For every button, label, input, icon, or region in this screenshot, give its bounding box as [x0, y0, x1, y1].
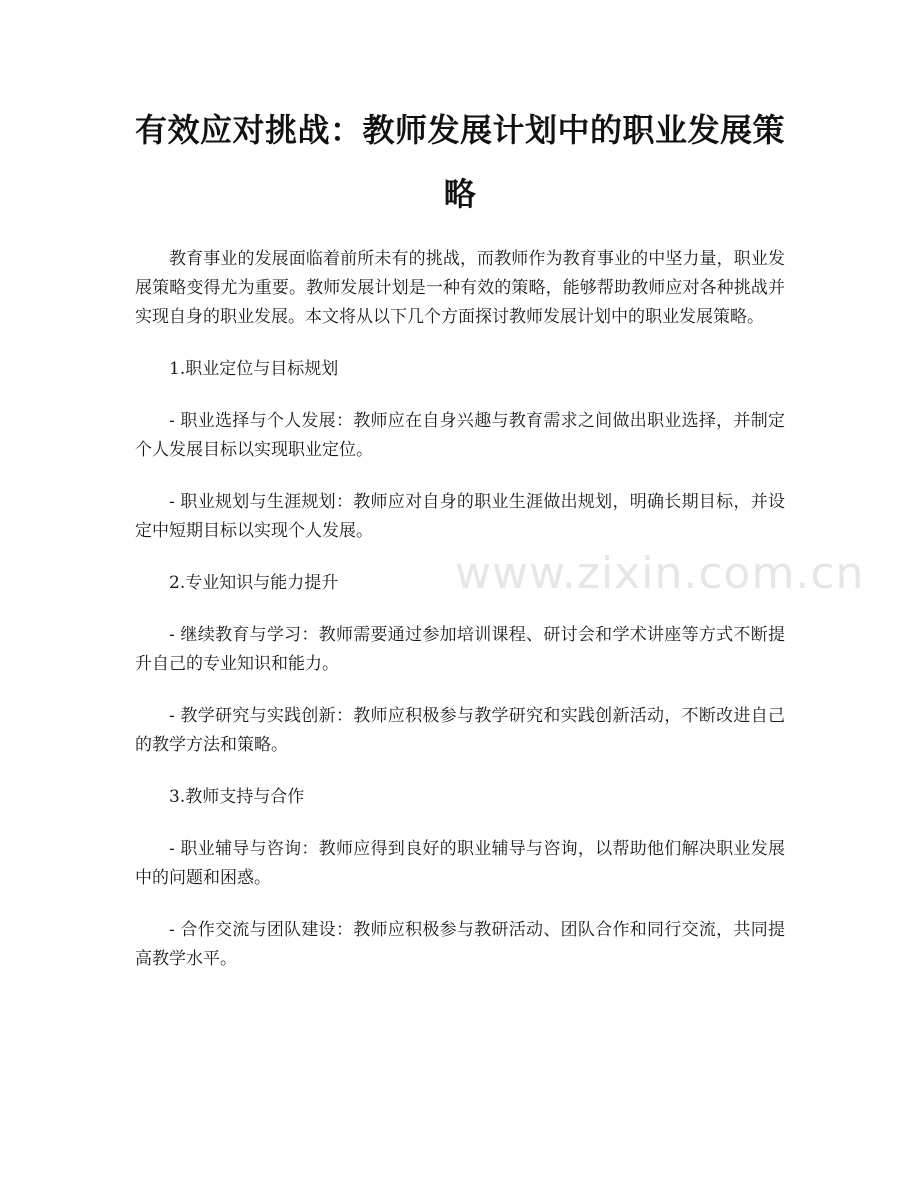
section-heading-1: 1.职业定位与目标规划: [169, 359, 339, 379]
list-item: - 合作交流与团队建设：教师应积极参与教研活动、团队合作和同行交流，共同提高教学水平。: [135, 920, 785, 969]
list-item: - 职业辅导与咨询：教师应得到良好的职业辅导与咨询，以帮助他们解决职业发展中的问题和困惑。: [135, 839, 785, 888]
document-body: [135, 245, 785, 997]
intro-paragraph: 教育事业的发展面临着前所未有的挑战，而教师作为教育事业的中坚力量，职业发展策略变得尤为重要。教师发展计划是一种有效的策略，能够帮助教师应对各种挑战并实现自身的职业发展。本文将从以下几个方面探讨教师发展计划中的职业发展策略。: [135, 249, 785, 327]
document-title: 有效应对挑战：教师发展计划中的职业发展策略: [134, 111, 785, 213]
watermark: www.zixin.com.cn: [455, 548, 865, 599]
list-item: - 职业规划与生涯规划：教师应对自身的职业生涯做出规划，明确长期目标，并设定中短期目标以实现个人发展。: [135, 492, 785, 541]
section-heading-2: 2.专业知识与能力提升: [169, 573, 339, 593]
list-item: - 继续教育与学习：教师需要通过参加培训课程、研讨会和学术讲座等方式不断提升自己的专业知识和能力。: [135, 625, 785, 674]
list-item: - 教学研究与实践创新：教师应积极参与教学研究和实践创新活动，不断改进自己的教学方法和策略。: [135, 706, 785, 755]
list-item: - 职业选择与个人发展：教师应在自身兴趣与教育需求之间做出职业选择，并制定个人发展目标以实现职业定位。: [135, 411, 785, 460]
section-heading-3: 3.教师支持与合作: [169, 787, 305, 807]
